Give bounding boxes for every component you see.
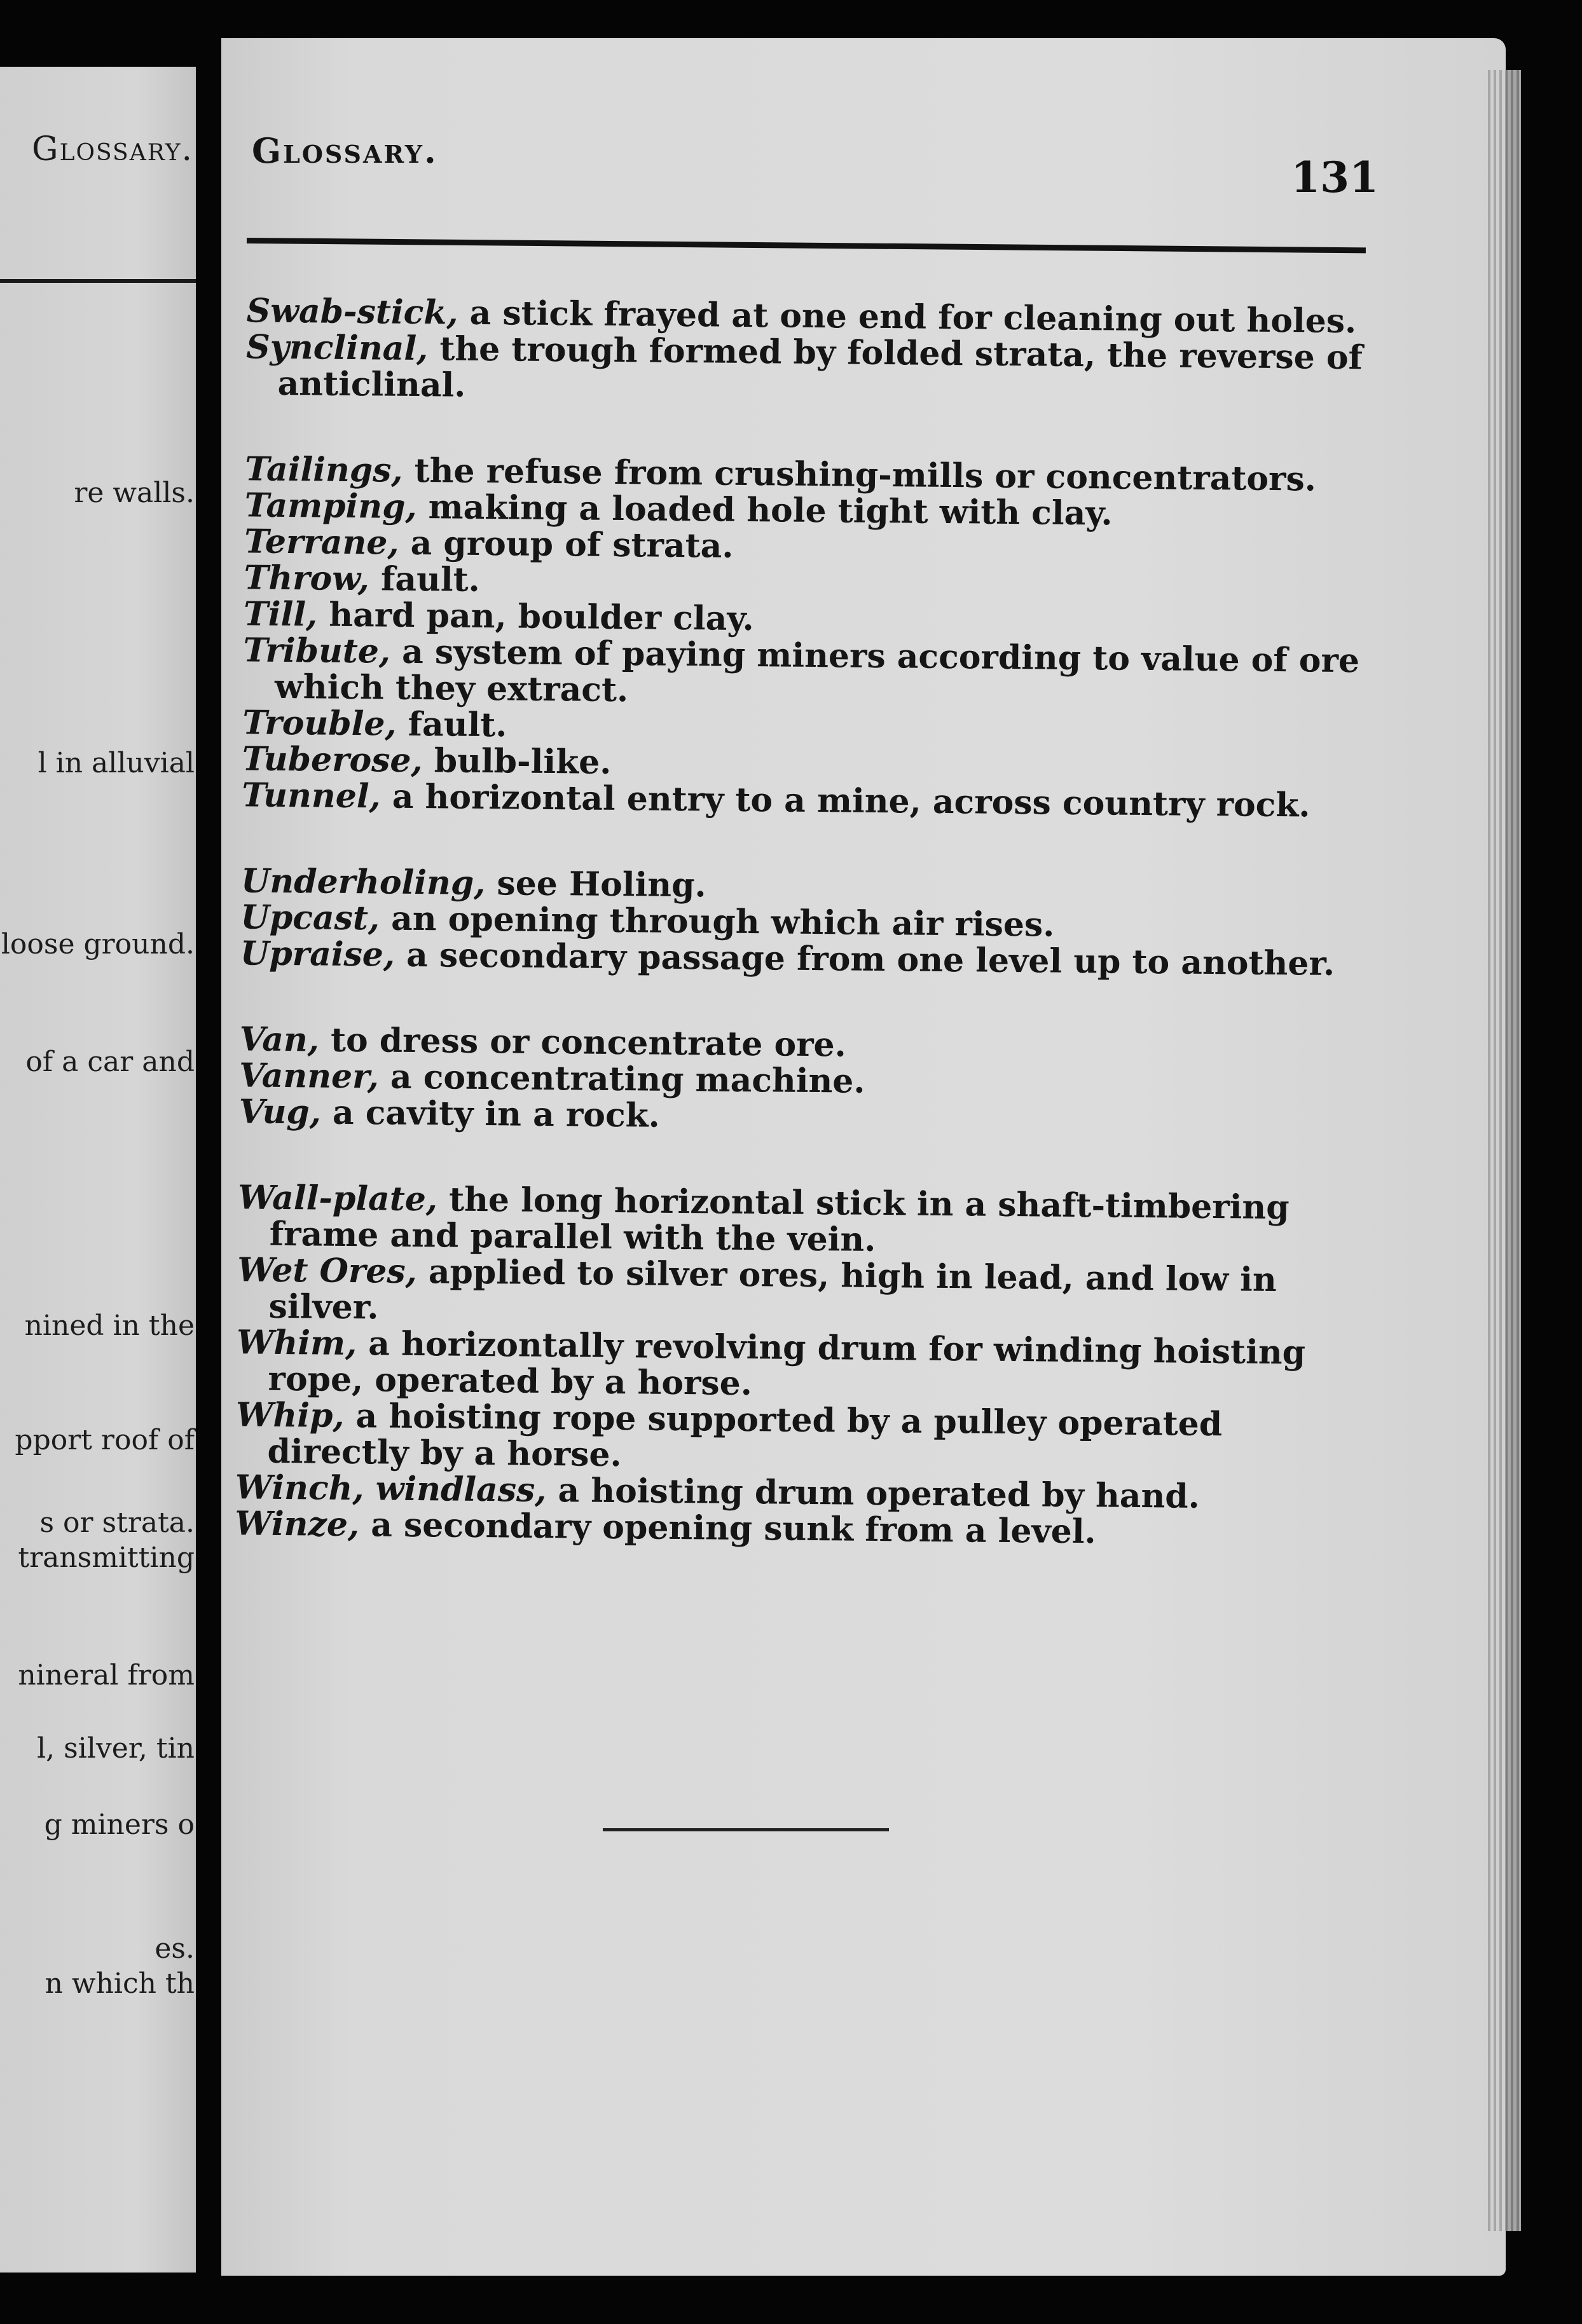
running-head: Glossary. [252,130,438,171]
glossary-definition: a horizontally revolving drum for winding hoisting rope, operated by a horse. [268,1324,1306,1404]
glossary-group-u [221,863,1373,982]
glossary-term: Whim, [236,1323,357,1364]
glossary-definition: an opening through which air rises. [379,899,1055,945]
glossary-definition: to dress or concentrate ore. [319,1020,847,1065]
previous-page-line: of a car and [25,1046,195,1078]
glossary-term: Winch, windlass, [235,1468,547,1510]
glossary-definition: the long horizontal stick in a shaft-timbering frame and parallel with the vein. [269,1180,1290,1259]
glossary-definition: the refuse from crushing-mills or concentrators. [402,451,1317,499]
glossary-list [221,292,1379,1602]
glossary-term: Tribute, [243,631,391,671]
glossary-definition: a cavity in a rock. [320,1093,661,1135]
previous-page-line: s or strata. [39,1507,195,1539]
previous-page-line: nineral from [18,1659,195,1692]
glossary-term: Wet Ores, [237,1250,418,1292]
glossary-definition: making a loaded hole tight with clay. [416,487,1113,533]
glossary-entry [221,1252,1369,1335]
glossary-term: Tamping, [244,486,417,526]
previous-page-line: loose ground. [1,928,195,960]
glossary-term: Tailings, [245,449,403,490]
glossary-definition: a stick frayed at one end for cleaning out holes. [458,293,1357,341]
glossary-term: Swab-stick, [246,291,458,332]
glossary-term: Tuberose, [242,739,423,781]
glossary-term: Underholing, [240,861,486,903]
glossary-term: Upraise, [240,934,396,974]
glossary-term: Terrane, [244,522,399,563]
glossary-definition: a group of strata. [399,523,734,566]
glossary-definition: the trough formed by folded strata, the reverse of anticlinal. [277,329,1363,405]
glossary-definition: a horizontal entry to a mine, across country rock. [380,777,1310,825]
glossary-term: Wall-plate, [238,1178,438,1219]
glossary-definition: a concentrating machine. [378,1057,865,1101]
glossary-term: Whip, [235,1395,345,1435]
glossary-term: Synclinal, [245,327,429,369]
glossary-definition: hard pan, boulder clay. [317,595,755,639]
glossary-definition: fault. [396,704,507,745]
glossary-group-s [221,292,1379,412]
glossary-entry [221,632,1375,715]
previous-page-line: n which th [45,1967,195,2000]
previous-page-running-head: Glossary. [32,130,193,168]
glossary-definition: applied to silver ores, high in lead, and low in silver. [268,1252,1277,1327]
previous-page-line: g miners o [44,1808,195,1841]
glossary-group-w [221,1179,1370,1552]
glossary-definition: a secondary passage from one level up to another. [394,935,1335,983]
glossary-term: Throw, [244,558,370,599]
glossary-term: Van, [239,1020,320,1060]
glossary-definition: fault. [369,559,481,599]
header-rule [247,238,1366,253]
glossary-entry [221,1324,1368,1407]
previous-page-line: pport roof of [15,1424,195,1456]
previous-page-line: l in alluvial [38,747,195,779]
previous-page-line: l, silver, tin [37,1732,195,1765]
glossary-term: Vanner, [238,1056,380,1097]
glossary-term: Tunnel, [242,776,381,816]
glossary-entry [221,1179,1370,1262]
page-number: 131 [1291,153,1379,202]
previous-page [0,67,196,2273]
glossary-group-t [221,451,1377,824]
previous-page-line: es. [155,1932,195,1965]
glossary-term: Winze, [235,1504,360,1545]
glossary-term: Till, [243,594,318,634]
glossary-definition: a hoisting drum operated by hand. [546,1470,1200,1516]
book-gutter [196,38,221,2301]
previous-page-line: transmitting [18,1541,195,1574]
glossary-entry [221,1397,1368,1480]
glossary-definition: a secondary opening sunk from a level. [359,1505,1096,1552]
glossary-definition: see Holing. [485,864,706,905]
glossary-term: Trouble, [242,703,397,744]
glossary-term: Vug, [238,1092,322,1132]
glossary-definition: a hoisting rope supported by a pulley operated directly by a horse. [267,1396,1223,1475]
glossary-entry [221,329,1378,412]
glossary-group-v [221,1021,1372,1140]
previous-page-line: nined in the [24,1309,195,1342]
glossary-term: Upcast, [240,898,380,938]
previous-page-rule [0,279,196,283]
previous-page-line: re walls. [74,477,195,509]
glossary-page [221,38,1506,2276]
page-stack-edge [1488,70,1521,2231]
glossary-definition: a system of paying miners according to value of ore which they extract. [274,632,1360,710]
glossary-definition: bulb-like. [422,741,612,782]
closing-rule [603,1828,889,1831]
